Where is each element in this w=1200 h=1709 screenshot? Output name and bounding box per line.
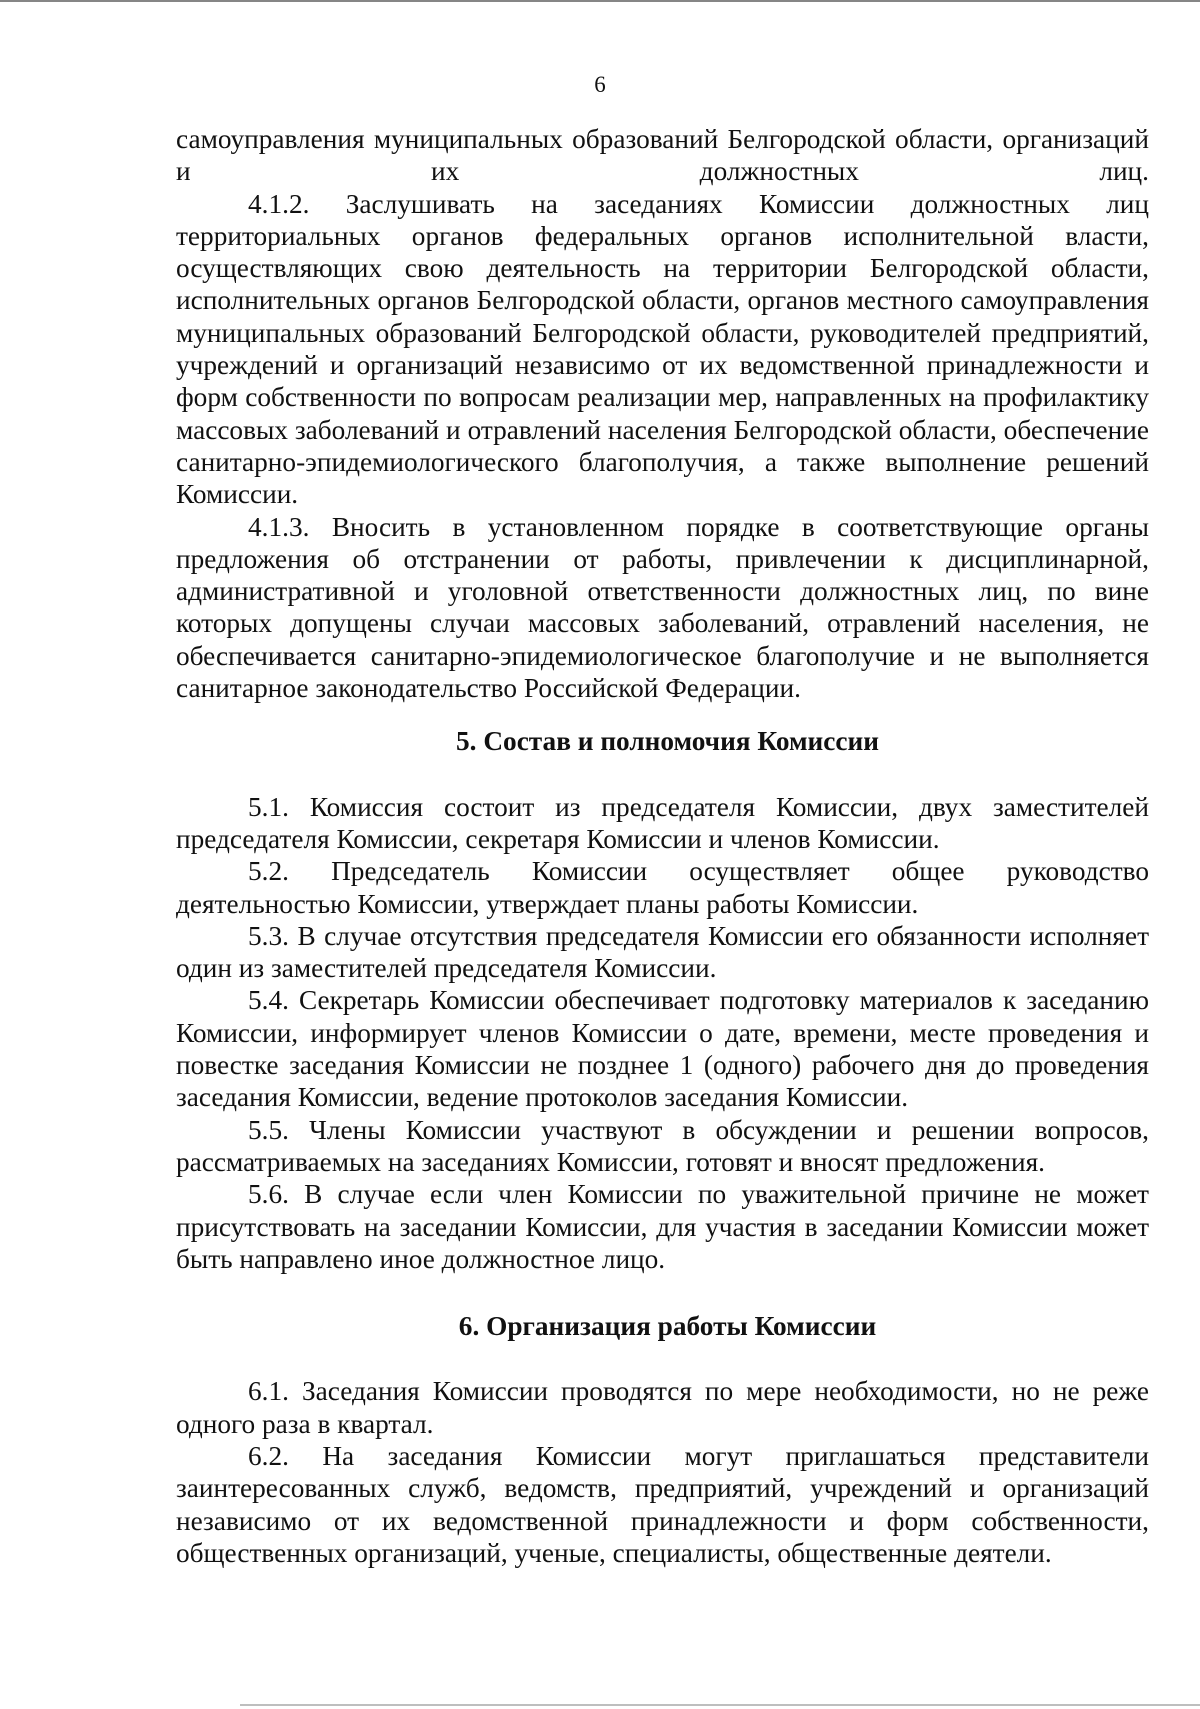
scan-top-edge xyxy=(0,0,1200,2)
scan-bottom-edge xyxy=(240,1704,1200,1706)
paragraph-6-2: 6.2. На заседания Комиссии могут приглашаться представители заинтересованных служб, ведомств, предприятий, учреждений и организаций независимо от их ведомственной принадлежности и форм собственности, общественных организаций, ученые, специалисты, общественные деятели. xyxy=(176,1440,1149,1568)
document-body xyxy=(176,123,1149,1569)
paragraph-5-3: 5.3. В случае отсутствия председателя Комиссии его обязанности исполняет один из заместителей председателя Комиссии. xyxy=(176,920,1149,984)
paragraph-5-4: 5.4. Секретарь Комиссии обеспечивает подготовку материалов к заседанию Комиссии, информирует членов Комиссии о дате, времени, месте проведения и повестке заседания Комиссии не позднее 1 (одного) рабочего дня до проведения заседания Комиссии, ведение протоколов заседания Комиссии. xyxy=(176,985,1149,1113)
page-number: 6 xyxy=(594,72,606,97)
paragraph-5-1: 5.1. Комиссия состоит из председателя Комиссии, двух заместителей председателя Комиссии, секретаря Комиссии и членов Комиссии. xyxy=(176,791,1149,854)
paragraph-6-1: 6.1. Заседания Комиссии проводятся по мере необходимости, но не реже одного раза в квартал. xyxy=(176,1376,1149,1439)
paragraph-5-2: 5.2. Председатель Комиссии осуществляет общее руководство деятельностью Комиссии, утверждает планы работы Комиссии. xyxy=(176,856,1149,919)
paragraph-4-1-2: 4.1.2. Заслушивать на заседаниях Комиссии должностных лиц территориальных органов федеральных органов исполнительной власти, осуществляющих свою деятельность на территории Белгородской области, исполнительных органов Белгородской области, органов местного самоуправления муниципальных образований Белгородской области, руководителей предприятий, учреждений и организаций независимо от их ведомственной принадлежности и форм собственности по вопросам реализации мер, направленных на профилактику массовых заболеваний и отравлений населения Белгородской области, обеспечение санитарно-эпидемиологического благополучия, а также выполнение решений Комиссии. xyxy=(176,188,1149,510)
paragraph-4-1-3: 4.1.3. Вносить в установленном порядке в соответствующие органы предложения об отстранении от работы, привлечении к дисциплинарной, административной и уголовной ответственности должностных лиц, по вине которых допущены случаи массовых заболеваний, отравлений населения, не обеспечивается санитарно-эпидемиологическое благополучие и не выполняется санитарное законодательство Российской Федерации. xyxy=(176,511,1149,704)
section-heading-6: 6. Организация работы Комиссии xyxy=(458,1311,877,1342)
paragraph-continuation: самоуправления муниципальных образований Белгородской области, организаций и их должностных лиц. xyxy=(176,124,1149,187)
paragraph-5-6: 5.6. В случае если член Комиссии по уважительной причине не может присутствовать на заседании Комиссии, для участия в заседании Комиссии может быть направлено иное должностное лицо. xyxy=(176,1179,1149,1274)
section-heading-5: 5. Состав и полномочия Комиссии xyxy=(456,726,879,757)
paragraph-5-5: 5.5. Члены Комиссии участвуют в обсуждении и решении вопросов, рассматриваемых на заседаниях Комиссии, готовят и вносят предложения. xyxy=(176,1114,1149,1177)
